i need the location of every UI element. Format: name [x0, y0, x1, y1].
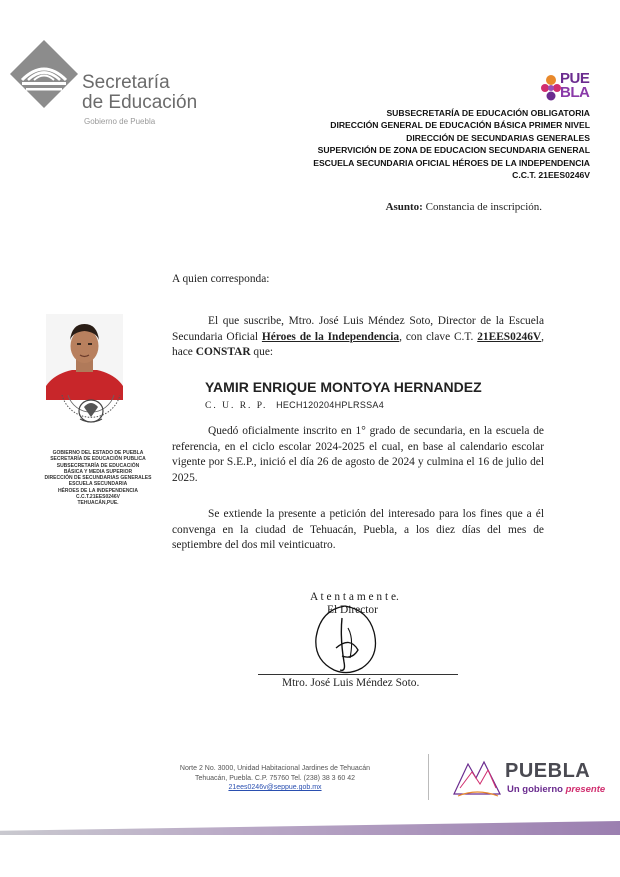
institution-header — [313, 107, 590, 181]
signature — [300, 598, 390, 680]
seal-line: HÉROES DE LA INDEPENDENCIA — [57, 487, 139, 494]
puebla-logo-footer — [450, 758, 610, 802]
mexico-eagle-seal-icon — [58, 395, 124, 447]
footer-divider — [428, 754, 429, 800]
greeting: A quien corresponda: — [172, 273, 270, 285]
footer-address — [145, 764, 405, 793]
seal-line: ESCUELA SECUNDARIA — [68, 481, 128, 488]
sep-emblem-icon — [8, 38, 80, 110]
intro-part2: , con clave C.T. — [399, 330, 478, 343]
curp-value: HECH120204HPLRSSA4 — [276, 400, 385, 410]
header-line: SUBSECRETARÍA DE EDUCACIÓN OBLIGATORIA — [386, 108, 590, 118]
tagline-part1: Un gobierno — [507, 784, 566, 795]
footer-email[interactable]: 21ees0246v@seppue.gob.mx — [228, 784, 322, 791]
student-name: YAMIR ENRIQUE MONTOYA HERNANDEZ — [205, 379, 482, 395]
logo-subtitle: Gobierno de Puebla — [84, 117, 156, 126]
puebla-logo-line2: BLA — [560, 84, 590, 101]
logo-line2: de Educación — [82, 92, 198, 113]
paragraph-intro — [172, 314, 544, 361]
subject-label: Asunto: — [385, 201, 423, 213]
constar-word: CONSTAR — [195, 346, 251, 359]
header-line: SUPERVICIÓN DE ZONA DE EDUCACION SECUNDARIA GENERAL — [317, 145, 590, 156]
student-curp — [205, 400, 384, 411]
intro-part1: El que suscribe, Mtro. José Luis Méndez Soto, Director de la Escuela Secundaria Oficial — [172, 315, 544, 343]
footer-line2: Tehuacán, Puebla. C.P. 75760 Tel. (238) 38 3 60 42 — [194, 774, 356, 782]
signature-line — [258, 674, 458, 675]
signer-role: El Director — [327, 604, 378, 616]
puebla-mark-icon — [450, 758, 504, 798]
seal-line: C.C.T.21EES0246V — [76, 494, 120, 501]
student-photo — [46, 314, 123, 400]
logo-line1: Secretaría — [82, 72, 170, 93]
signer-name: Mtro. José Luis Méndez Soto. — [282, 677, 420, 689]
seal-line: BÁSICA Y MEDIA SUPERIOR — [63, 468, 133, 475]
footer-band — [0, 821, 620, 835]
header-line: C.C.T. 21EES0246V — [512, 170, 590, 181]
puebla-flower-icon — [540, 72, 562, 106]
seal-line: DIRECCIÓN DE SECUNDARIAS GENERALES — [44, 475, 152, 482]
tagline-part2: presente — [565, 784, 606, 795]
seal-line: SECRETARÍA DE EDUCACIÓN PUBLICA — [50, 456, 146, 463]
curp-label: C. U. R. P. — [205, 401, 268, 411]
intro-part4: que: — [250, 346, 274, 359]
sep-logo — [8, 38, 80, 110]
seal-line: TEHUACÁN,PUE. — [77, 500, 119, 507]
puebla-logo-top — [540, 72, 600, 108]
school-seal — [58, 395, 124, 447]
farewell: A t e n t a m e n t e. — [310, 591, 399, 603]
puebla-logo-line1: PUE — [560, 70, 590, 87]
seal-line: GOBIERNO DEL ESTADO DE PUEBLA — [52, 450, 144, 456]
paragraph-enrollment: Quedó oficialmente inscrito en 1° grado de secundaria, en la escuela de referencia, en el ciclo escolar 2024-2025 el cual, en base al calendario escolar vigente por S.E.P., inició el día 26 de agosto de 2024 y culmina el 16 de julio del 2025. — [172, 425, 544, 485]
seal-line: SUBSECRETARÍA DE EDUCACIÓN — [56, 462, 140, 469]
footer-line1: Norte 2 No. 3000, Unidad Habitacional Jardines de Tehuacán — [179, 765, 371, 772]
sep-logo-text — [82, 73, 197, 113]
header-line: DIRECCIÓN GENERAL DE EDUCACIÓN BÁSICA PRIMER NIVEL — [330, 120, 590, 131]
subject-line — [386, 201, 542, 213]
handwritten-signature-icon — [300, 598, 390, 680]
intro-part3: , hace — [172, 330, 544, 359]
school-cct: 21EES0246V — [477, 330, 542, 343]
puebla-brand: PUEBLA — [505, 760, 591, 782]
student-portrait-icon — [46, 314, 123, 400]
header-line: DIRECCIÓN DE SECUNDARIAS GENERALES — [406, 132, 590, 143]
seal-caption — [40, 450, 156, 507]
puebla-tagline — [507, 784, 605, 795]
school-name: Héroes de la Independencia — [261, 330, 400, 343]
subject-value: Constancia de inscripción. — [425, 201, 542, 213]
header-line: ESCUELA SECUNDARIA OFICIAL HÉROES DE LA INDEPENDENCIA — [313, 157, 590, 168]
paragraph-closing: Se extiende la presente a petición del interesado para los fines que a él convenga en la ciudad de Tehuacán, Puebla, a los diez días del mes de septiembre del dos mil veinticuatro. — [172, 508, 544, 552]
